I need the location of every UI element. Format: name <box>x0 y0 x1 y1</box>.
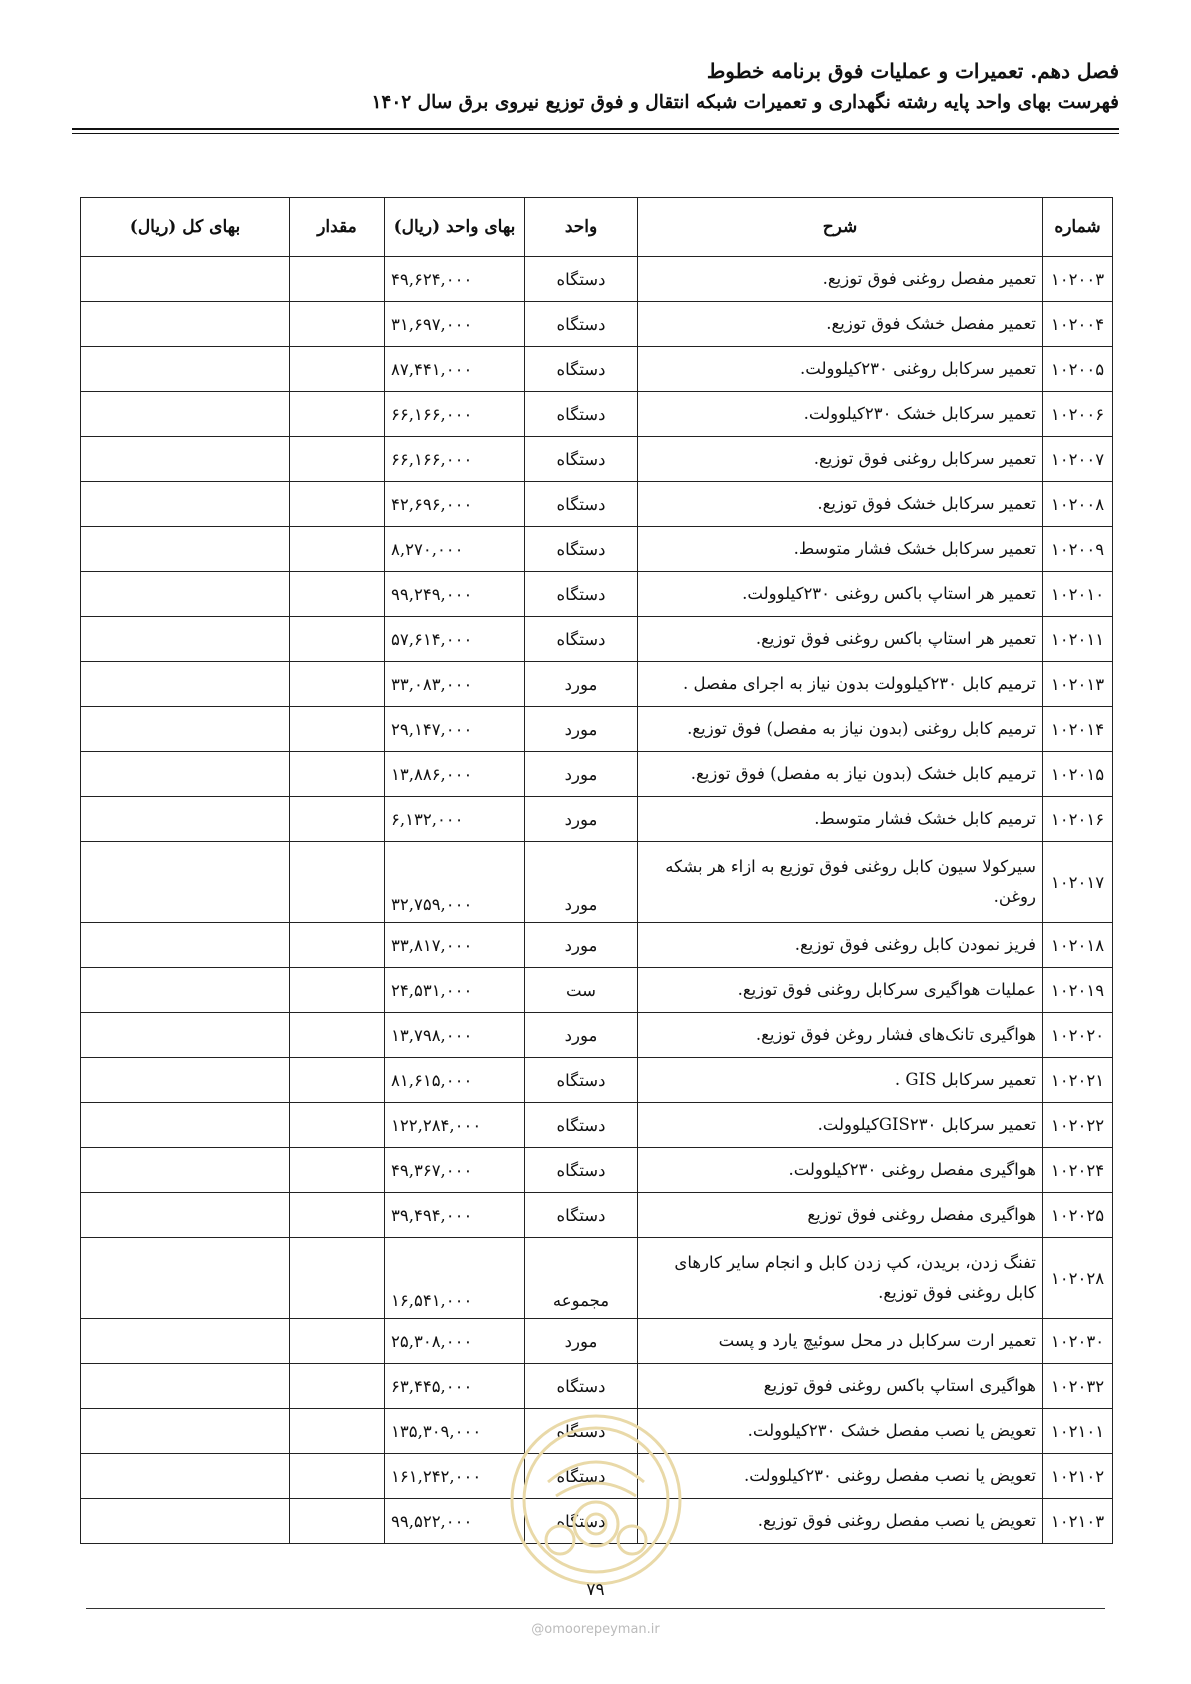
cell-total-price <box>81 482 290 527</box>
cell-description: تعمیر ارت سرکابل در محل سوئیچ یارد و پست <box>638 1319 1043 1364</box>
cell-description: تعمیر سرکابل خشک فوق توزیع. <box>638 482 1043 527</box>
cell-unit: دستگاه <box>525 1364 638 1409</box>
cell-description: تعمیر هر استاپ باکس روغنی ۲۳۰کیلوولت. <box>638 572 1043 617</box>
cell-number: ۱۰۲۱۰۳ <box>1043 1499 1113 1544</box>
cell-quantity <box>290 1013 385 1058</box>
cell-quantity <box>290 347 385 392</box>
cell-description: ترمیم کابل ۲۳۰کیلوولت بدون نیاز به اجرای مفصل . <box>638 662 1043 707</box>
cell-number: ۱۰۲۰۱۶ <box>1043 797 1113 842</box>
cell-number: ۱۰۲۰۰۵ <box>1043 347 1113 392</box>
cell-description: تعمیر مفصل خشک فوق توزیع. <box>638 302 1043 347</box>
table-row <box>81 1319 1113 1364</box>
cell-number: ۱۰۲۰۱۳ <box>1043 662 1113 707</box>
cell-number: ۱۰۲۰۰۸ <box>1043 482 1113 527</box>
cell-quantity <box>290 437 385 482</box>
table-row <box>81 1148 1113 1193</box>
cell-number: ۱۰۲۰۱۴ <box>1043 707 1113 752</box>
cell-quantity <box>290 1364 385 1409</box>
table-row <box>81 1103 1113 1148</box>
cell-total-price <box>81 1238 290 1319</box>
cell-quantity <box>290 1499 385 1544</box>
cell-unit: دستگاه <box>525 1193 638 1238</box>
table-row <box>81 1454 1113 1499</box>
cell-unit-price: ۴۹,۶۲۴,۰۰۰ <box>385 257 525 302</box>
cell-unit: مورد <box>525 707 638 752</box>
table-row <box>81 572 1113 617</box>
cell-number: ۱۰۲۰۰۶ <box>1043 392 1113 437</box>
cell-total-price <box>81 572 290 617</box>
cell-number: ۱۰۲۰۳۰ <box>1043 1319 1113 1364</box>
cell-total-price <box>81 752 290 797</box>
cell-unit-price: ۳۲,۷۵۹,۰۰۰ <box>385 842 525 923</box>
page-number: ۷۹ <box>586 1580 605 1600</box>
cell-unit-price: ۶۶,۱۶۶,۰۰۰ <box>385 392 525 437</box>
cell-unit: مورد <box>525 752 638 797</box>
cell-unit-price: ۳۹,۴۹۴,۰۰۰ <box>385 1193 525 1238</box>
column-header-unit: واحد <box>525 198 638 257</box>
cell-number: ۱۰۲۰۲۲ <box>1043 1103 1113 1148</box>
cell-total-price <box>81 437 290 482</box>
cell-total-price <box>81 968 290 1013</box>
cell-unit: مورد <box>525 662 638 707</box>
cell-unit-price: ۲۹,۱۴۷,۰۰۰ <box>385 707 525 752</box>
cell-description: هواگیری مفصل روغنی ۲۳۰کیلوولت. <box>638 1148 1043 1193</box>
cell-number: ۱۰۲۰۱۵ <box>1043 752 1113 797</box>
cell-unit-price: ۵۷,۶۱۴,۰۰۰ <box>385 617 525 662</box>
cell-quantity <box>290 527 385 572</box>
cell-unit-price: ۱۶,۵۴۱,۰۰۰ <box>385 1238 525 1319</box>
cell-unit-price: ۲۵,۳۰۸,۰۰۰ <box>385 1319 525 1364</box>
cell-number: ۱۰۲۰۲۴ <box>1043 1148 1113 1193</box>
cell-quantity <box>290 392 385 437</box>
header-rule-thin <box>72 133 1119 134</box>
cell-unit: دستگاه <box>525 392 638 437</box>
price-list-table <box>80 197 1113 1544</box>
cell-total-price <box>81 1193 290 1238</box>
cell-unit-price: ۴۲,۶۹۶,۰۰۰ <box>385 482 525 527</box>
cell-total-price <box>81 617 290 662</box>
cell-unit: مورد <box>525 1013 638 1058</box>
cell-number: ۱۰۲۰۱۷ <box>1043 842 1113 923</box>
cell-unit-price: ۱۳,۸۸۶,۰۰۰ <box>385 752 525 797</box>
cell-unit-price: ۳۳,۰۸۳,۰۰۰ <box>385 662 525 707</box>
cell-total-price <box>81 1499 290 1544</box>
column-header-description: شرح <box>638 198 1043 257</box>
table-row <box>81 527 1113 572</box>
cell-unit: دستگاه <box>525 437 638 482</box>
cell-unit: مورد <box>525 842 638 923</box>
table-row <box>81 842 1113 923</box>
cell-total-price <box>81 1058 290 1103</box>
table-row <box>81 1058 1113 1103</box>
cell-total-price <box>81 347 290 392</box>
cell-number: ۱۰۲۰۱۰ <box>1043 572 1113 617</box>
cell-quantity <box>290 1319 385 1364</box>
cell-unit-price: ۴۹,۳۶۷,۰۰۰ <box>385 1148 525 1193</box>
cell-unit: دستگاه <box>525 347 638 392</box>
cell-description: تعمیر هر استاپ باکس روغنی فوق توزیع. <box>638 617 1043 662</box>
cell-quantity <box>290 1103 385 1148</box>
footer-rule <box>86 1608 1105 1609</box>
cell-quantity <box>290 1148 385 1193</box>
cell-total-price <box>81 1013 290 1058</box>
cell-description: تعمیر سرکابل GIS۲۳۰کیلوولت. <box>638 1103 1043 1148</box>
table-row <box>81 1364 1113 1409</box>
document-subtitle: فهرست بهای واحد پایه رشته نگهداری و تعمیرات شبکه انتقال و فوق توزیع نیروی برق سال ۱۴۰۲ <box>371 92 1119 113</box>
cell-description: تعمیر سرکابل خشک فشار متوسط. <box>638 527 1043 572</box>
cell-description: تعمیر سرکابل روغنی ۲۳۰کیلوولت. <box>638 347 1043 392</box>
cell-total-price <box>81 662 290 707</box>
cell-description: تعویض یا نصب مفصل روغنی ۲۳۰کیلوولت. <box>638 1454 1043 1499</box>
cell-description: تعویض یا نصب مفصل روغنی فوق توزیع. <box>638 1499 1043 1544</box>
cell-unit: دستگاه <box>525 1499 638 1544</box>
cell-quantity <box>290 257 385 302</box>
cell-unit-price: ۲۴,۵۳۱,۰۰۰ <box>385 968 525 1013</box>
cell-description: تفنگ زدن، بریدن، کپ زدن کابل و انجام سایر کارهای کابل روغنی فوق توزیع. <box>638 1238 1043 1319</box>
cell-unit-price: ۹۹,۲۴۹,۰۰۰ <box>385 572 525 617</box>
cell-unit: ست <box>525 968 638 1013</box>
cell-total-price <box>81 1148 290 1193</box>
column-header-total-price: بهای کل (ریال) <box>81 198 290 257</box>
cell-number: ۱۰۲۰۲۵ <box>1043 1193 1113 1238</box>
cell-unit-price: ۱۳,۷۹۸,۰۰۰ <box>385 1013 525 1058</box>
cell-unit-price: ۱۶۱,۲۴۲,۰۰۰ <box>385 1454 525 1499</box>
cell-unit-price: ۸۱,۶۱۵,۰۰۰ <box>385 1058 525 1103</box>
table-row <box>81 1238 1113 1319</box>
table-row <box>81 1193 1113 1238</box>
cell-quantity <box>290 707 385 752</box>
cell-description: تعمیر مفصل روغنی فوق توزیع. <box>638 257 1043 302</box>
cell-total-price <box>81 257 290 302</box>
table-row <box>81 302 1113 347</box>
header-rule-thick <box>72 128 1119 130</box>
cell-quantity <box>290 1454 385 1499</box>
cell-number: ۱۰۲۰۰۷ <box>1043 437 1113 482</box>
cell-total-price <box>81 707 290 752</box>
cell-unit: دستگاه <box>525 302 638 347</box>
table-row <box>81 923 1113 968</box>
column-header-quantity: مقدار <box>290 198 385 257</box>
cell-total-price <box>81 1409 290 1454</box>
cell-description: ترمیم کابل خشک (بدون نیاز به مفصل) فوق توزیع. <box>638 752 1043 797</box>
cell-quantity <box>290 1058 385 1103</box>
cell-unit: دستگاه <box>525 572 638 617</box>
cell-quantity <box>290 1193 385 1238</box>
table-row <box>81 617 1113 662</box>
cell-unit-price: ۱۲۲,۲۸۴,۰۰۰ <box>385 1103 525 1148</box>
cell-number: ۱۰۲۰۱۸ <box>1043 923 1113 968</box>
column-header-number: شماره <box>1043 198 1113 257</box>
table-row <box>81 482 1113 527</box>
cell-unit-price: ۶۶,۱۶۶,۰۰۰ <box>385 437 525 482</box>
cell-number: ۱۰۲۰۲۸ <box>1043 1238 1113 1319</box>
cell-description: ترمیم کابل خشک فشار متوسط. <box>638 797 1043 842</box>
cell-number: ۱۰۲۰۲۰ <box>1043 1013 1113 1058</box>
cell-unit: دستگاه <box>525 617 638 662</box>
cell-unit: مجموعه <box>525 1238 638 1319</box>
cell-quantity <box>290 923 385 968</box>
cell-quantity <box>290 572 385 617</box>
table-body <box>81 257 1113 1544</box>
cell-quantity <box>290 302 385 347</box>
cell-total-price <box>81 392 290 437</box>
cell-unit-price: ۳۱,۶۹۷,۰۰۰ <box>385 302 525 347</box>
cell-unit-price: ۸۷,۴۴۱,۰۰۰ <box>385 347 525 392</box>
cell-unit: دستگاه <box>525 1103 638 1148</box>
cell-number: ۱۰۲۱۰۲ <box>1043 1454 1113 1499</box>
cell-unit-price: ۱۳۵,۳۰۹,۰۰۰ <box>385 1409 525 1454</box>
cell-description: هواگیری مفصل روغنی فوق توزیع <box>638 1193 1043 1238</box>
cell-quantity <box>290 752 385 797</box>
cell-description: تعمیر سرکابل خشک ۲۳۰کیلوولت. <box>638 392 1043 437</box>
cell-number: ۱۰۲۰۰۹ <box>1043 527 1113 572</box>
cell-total-price <box>81 302 290 347</box>
cell-unit: مورد <box>525 1319 638 1364</box>
table-row <box>81 347 1113 392</box>
table-header-row <box>81 198 1113 257</box>
cell-quantity <box>290 797 385 842</box>
table-row <box>81 257 1113 302</box>
chapter-title: فصل دهم. تعمیرات و عملیات فوق برنامه خطوط <box>706 59 1119 83</box>
cell-number: ۱۰۲۰۰۴ <box>1043 302 1113 347</box>
cell-total-price <box>81 1364 290 1409</box>
cell-total-price <box>81 797 290 842</box>
cell-quantity <box>290 1238 385 1319</box>
table-row <box>81 752 1113 797</box>
cell-description: سیرکولا سیون کابل روغنی فوق توزیع به ازاء هر بشکه روغن. <box>638 842 1043 923</box>
table-row <box>81 1409 1113 1454</box>
cell-unit-price: ۳۳,۸۱۷,۰۰۰ <box>385 923 525 968</box>
cell-description: تعویض یا نصب مفصل خشک ۲۳۰کیلوولت. <box>638 1409 1043 1454</box>
cell-unit: دستگاه <box>525 527 638 572</box>
cell-number: ۱۰۲۰۳۲ <box>1043 1364 1113 1409</box>
cell-unit-price: ۹۹,۵۲۲,۰۰۰ <box>385 1499 525 1544</box>
cell-quantity <box>290 662 385 707</box>
cell-quantity <box>290 968 385 1013</box>
cell-unit-price: ۸,۲۷۰,۰۰۰ <box>385 527 525 572</box>
column-header-unit-price: بهای واحد (ریال) <box>385 198 525 257</box>
cell-total-price <box>81 1103 290 1148</box>
cell-description: هواگیری تانک‌های فشار روغن فوق توزیع. <box>638 1013 1043 1058</box>
cell-unit: مورد <box>525 797 638 842</box>
cell-description: تعمیر سرکابل روغنی فوق توزیع. <box>638 437 1043 482</box>
cell-quantity <box>290 617 385 662</box>
table-row <box>81 797 1113 842</box>
cell-description: فریز نمودن کابل روغنی فوق توزیع. <box>638 923 1043 968</box>
cell-unit-price: ۶,۱۳۲,۰۰۰ <box>385 797 525 842</box>
cell-unit: دستگاه <box>525 1454 638 1499</box>
cell-description: هواگیری استاپ باکس روغنی فوق توزیع <box>638 1364 1043 1409</box>
cell-unit: دستگاه <box>525 1058 638 1103</box>
cell-unit: دستگاه <box>525 482 638 527</box>
table-row <box>81 662 1113 707</box>
table-row <box>81 707 1113 752</box>
cell-unit: دستگاه <box>525 257 638 302</box>
cell-total-price <box>81 842 290 923</box>
cell-description: عملیات هواگیری سرکابل روغنی فوق توزیع. <box>638 968 1043 1013</box>
cell-unit: دستگاه <box>525 1409 638 1454</box>
table-row <box>81 1499 1113 1544</box>
cell-unit-price: ۶۳,۴۴۵,۰۰۰ <box>385 1364 525 1409</box>
cell-unit: مورد <box>525 923 638 968</box>
table-row <box>81 392 1113 437</box>
cell-total-price <box>81 1454 290 1499</box>
cell-number: ۱۰۲۰۲۱ <box>1043 1058 1113 1103</box>
table-row <box>81 437 1113 482</box>
cell-unit: دستگاه <box>525 1148 638 1193</box>
cell-total-price <box>81 923 290 968</box>
cell-number: ۱۰۲۱۰۱ <box>1043 1409 1113 1454</box>
table-row <box>81 1013 1113 1058</box>
cell-total-price <box>81 527 290 572</box>
page-header <box>72 56 1119 118</box>
cell-quantity <box>290 482 385 527</box>
cell-number: ۱۰۲۰۰۳ <box>1043 257 1113 302</box>
cell-number: ۱۰۲۰۱۹ <box>1043 968 1113 1013</box>
table-row <box>81 968 1113 1013</box>
cell-total-price <box>81 1319 290 1364</box>
cell-description: ترمیم کابل روغنی (بدون نیاز به مفصل) فوق توزیع. <box>638 707 1043 752</box>
cell-quantity <box>290 842 385 923</box>
cell-description: تعمیر سرکابل GIS . <box>638 1058 1043 1103</box>
website-watermark: @omoorepeyman.ir <box>531 1622 660 1637</box>
cell-quantity <box>290 1409 385 1454</box>
cell-number: ۱۰۲۰۱۱ <box>1043 617 1113 662</box>
